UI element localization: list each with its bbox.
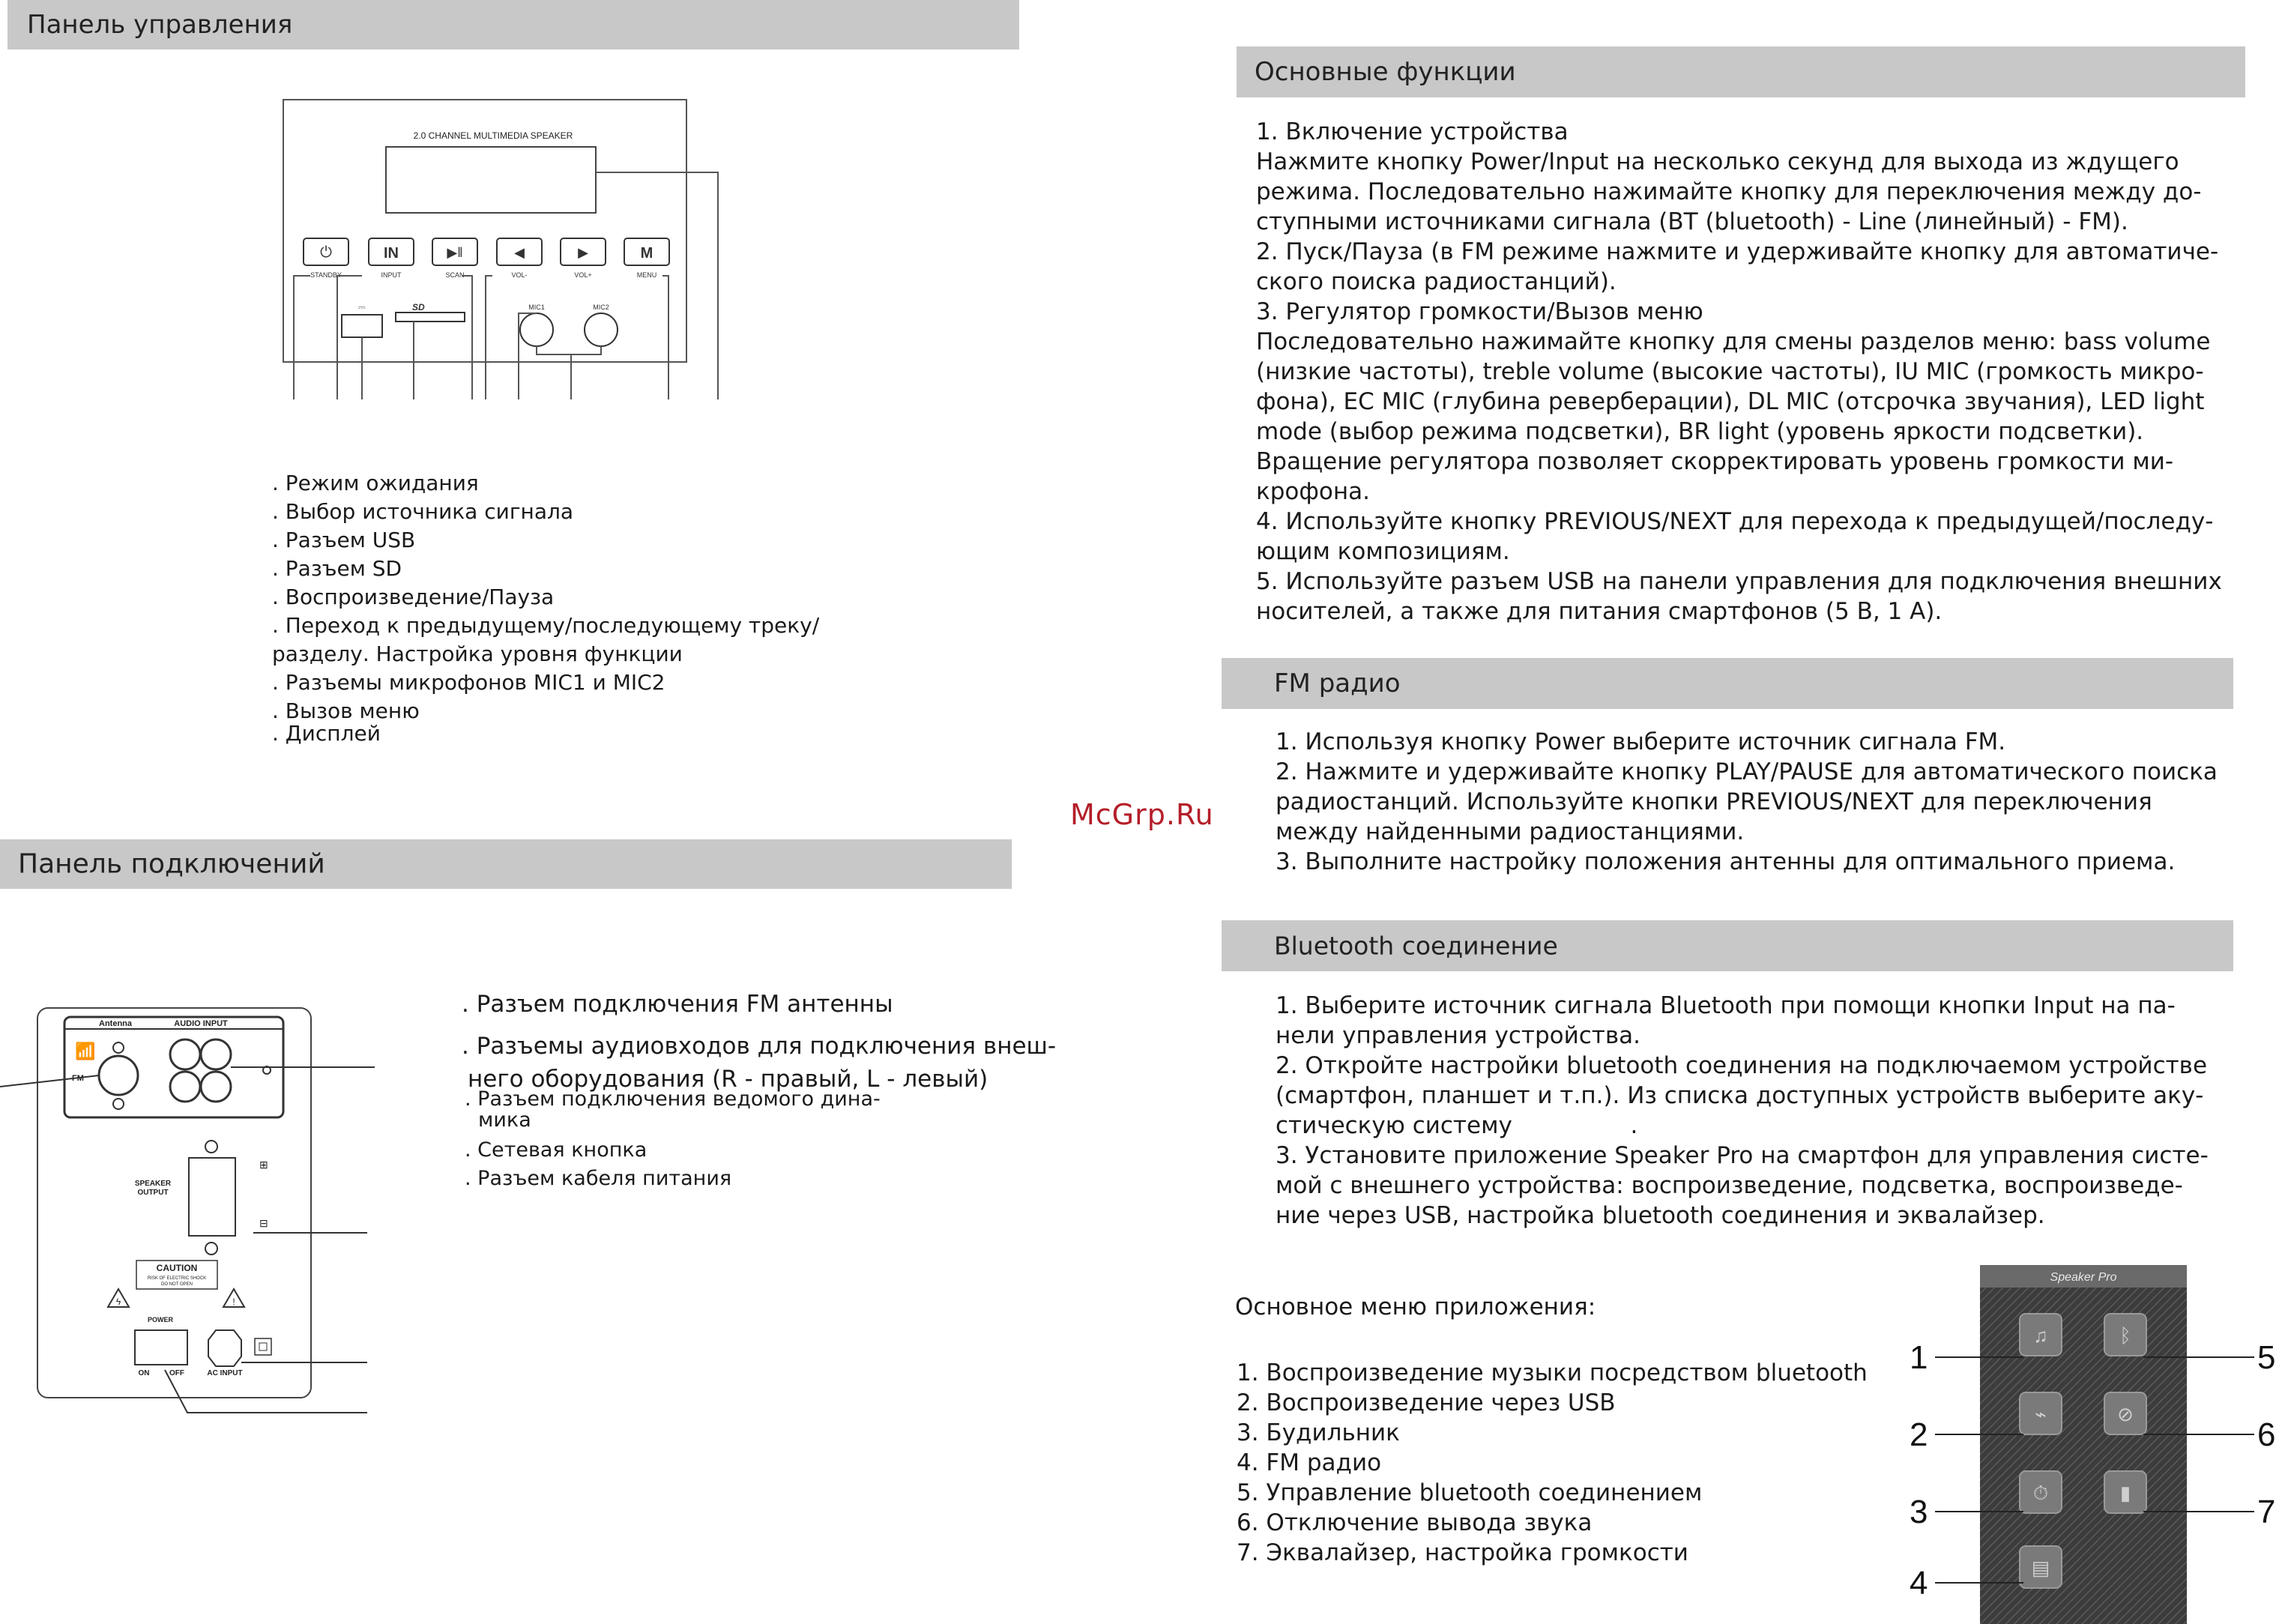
callout-number: 3 bbox=[1910, 1494, 1928, 1530]
legend-line: . Режим ожидания bbox=[272, 471, 479, 495]
legend-line: . Вызов меню bbox=[272, 698, 420, 723]
text-line: 1. Включение устройства bbox=[1256, 118, 1569, 145]
fm-antenna-jack bbox=[99, 1056, 138, 1095]
connection-panel-diagram bbox=[0, 997, 375, 1424]
text-line: mode (выбор режима подсветки), BR light (уровень яркости подсветки). bbox=[1256, 418, 2144, 445]
main-functions-title: Основные функции bbox=[1255, 57, 1516, 87]
text-line: носителей, а также для питания смартфонов (5 В, 1 А). bbox=[1256, 598, 1943, 625]
text-line: 2. Нажмите и удерживайте кнопку PLAY/PAUSE для автоматического поиска bbox=[1276, 758, 2218, 785]
legend-line: . Разъем SD bbox=[272, 556, 402, 581]
svg-text:STANDBY: STANDBY bbox=[310, 271, 342, 279]
svg-text:⏱: ⏱ bbox=[2032, 1482, 2049, 1504]
callout-number: 7 bbox=[2257, 1494, 2276, 1530]
app-menu-item: 5. Управление bluetooth соединением bbox=[1237, 1479, 1703, 1506]
svg-text:AC INPUT: AC INPUT bbox=[207, 1369, 243, 1377]
power-switch bbox=[135, 1330, 187, 1365]
svg-text:⌁: ⌁ bbox=[2035, 1403, 2047, 1425]
audio-in-jack bbox=[201, 1039, 231, 1069]
text-line: режима. Последовательно нажимайте кнопку для переключения между до- bbox=[1256, 178, 2202, 205]
connection-legend-large bbox=[462, 988, 1056, 1096]
callout-number: 1 bbox=[1910, 1339, 1928, 1376]
audio-in-jack bbox=[170, 1072, 200, 1102]
text-line: ступными источниками сигнала (BT (bluetooth) - Line (линейный) - FM). bbox=[1256, 208, 2128, 235]
input-button bbox=[369, 238, 414, 265]
text-line: 3. Выполните настройку положения антенны для оптимального приема. bbox=[1276, 848, 2176, 875]
text-line: Нажмите кнопку Power/Input на несколько секунд для выхода из ждущего bbox=[1256, 148, 2179, 175]
text-line: 3. Установите приложение Speaker Pro на смартфон для управления систе- bbox=[1276, 1142, 2209, 1169]
sd-slot bbox=[396, 313, 465, 322]
app-menu-item: 4. FM радио bbox=[1237, 1449, 1382, 1476]
scan-button bbox=[432, 238, 477, 265]
connection-legend-small bbox=[465, 1088, 881, 1196]
svg-text:▮: ▮ bbox=[2119, 1482, 2131, 1504]
fm-radio-header bbox=[1222, 658, 2233, 709]
svg-text:♫: ♫ bbox=[2033, 1324, 2048, 1347]
control-panel-legend bbox=[272, 469, 819, 748]
control-panel-header bbox=[7, 0, 1019, 49]
standby-button bbox=[304, 238, 348, 265]
text-line: 2. Пуск/Пауза (в FM режиме нажмите и удерживайте кнопку для автоматиче- bbox=[1256, 238, 2219, 265]
svg-text:◀: ◀ bbox=[514, 245, 525, 260]
svg-text:MIC2: MIC2 bbox=[593, 304, 609, 311]
text-line: 3. Регулятор громкости/Вызов меню bbox=[1256, 298, 1703, 325]
bluetooth-text bbox=[1276, 991, 2209, 1231]
text-line: Последовательно нажимайте кнопку для смены разделов меню: bass volume bbox=[1256, 328, 2211, 355]
svg-text:!: ! bbox=[232, 1297, 235, 1307]
app-menu-item: 3. Будильник bbox=[1237, 1419, 1400, 1446]
svg-text:VOL+: VOL+ bbox=[574, 271, 592, 279]
svg-text:OFF: OFF bbox=[169, 1369, 184, 1377]
fm-radio-title: FM радио bbox=[1274, 668, 1401, 698]
mic2-jack bbox=[585, 313, 618, 346]
display-callout bbox=[596, 172, 718, 399]
svg-text:⊞: ⊞ bbox=[259, 1159, 268, 1171]
svg-text:M: M bbox=[640, 245, 653, 262]
watermark: McGrp.Ru bbox=[1070, 798, 1214, 831]
text-line: (смартфон, планшет и т.п.). Из списка доступных устройств выберите аку- bbox=[1276, 1082, 2204, 1109]
callout-number: 2 bbox=[1910, 1416, 1928, 1453]
app-menu-item: 2. Воспроизведение через USB bbox=[1237, 1389, 1616, 1416]
callout-number: 5 bbox=[2257, 1339, 2276, 1376]
main-functions-text bbox=[1256, 117, 2222, 627]
bluetooth-header bbox=[1222, 920, 2233, 971]
app-menu-item: 1. Воспроизведение музыки посредством bluetooth bbox=[1237, 1359, 1868, 1386]
text-line: 2. Откройте настройки bluetooth соединения на подключаемом устройстве bbox=[1276, 1052, 2208, 1079]
button-labels bbox=[310, 271, 656, 279]
sd-icon: SD bbox=[412, 302, 425, 313]
svg-text:DO NOT OPEN: DO NOT OPEN bbox=[161, 1282, 193, 1287]
speaker-pro-app-screen bbox=[1904, 1259, 2278, 1624]
text-line: (низкие частоты), treble volume (высокие частоты), IU MIC (громкость микро- bbox=[1256, 358, 2204, 385]
vol-minus-button bbox=[497, 238, 542, 265]
text-line: ющим композициям. bbox=[1256, 538, 1510, 565]
svg-text:SPEAKER: SPEAKER bbox=[134, 1180, 172, 1188]
usb-port bbox=[342, 315, 382, 337]
app-name: Speaker Pro bbox=[2050, 1271, 2117, 1284]
svg-text:▶: ▶ bbox=[578, 245, 588, 260]
svg-text:ϟ: ϟ bbox=[115, 1297, 121, 1307]
connection-panel-title: Панель подключений bbox=[18, 848, 325, 880]
legend-line: разделу. Настройка уровня функции bbox=[272, 642, 683, 666]
usb-icon: ⎓ bbox=[358, 302, 366, 313]
legend-line: . Разъем подключения ведомого дина- bbox=[465, 1087, 881, 1111]
svg-text:INPUT: INPUT bbox=[381, 271, 402, 279]
text-line: 4. Используйте кнопку PREVIOUS/NEXT для перехода к предыдущей/последу- bbox=[1256, 508, 2214, 535]
connection-panel-header bbox=[0, 839, 1012, 889]
svg-text:⊘: ⊘ bbox=[2117, 1403, 2134, 1425]
legend-line: . Воспроизведение/Пауза bbox=[272, 585, 555, 609]
svg-text:⊟: ⊟ bbox=[259, 1217, 268, 1229]
svg-text:MENU: MENU bbox=[636, 271, 657, 279]
svg-text:IN: IN bbox=[384, 245, 399, 262]
app-menu-title: Основное меню приложения: bbox=[1235, 1294, 1596, 1320]
legend-line: . Разъемы аудиовходов для подключения внеш- bbox=[462, 1033, 1057, 1060]
svg-text:CAUTION: CAUTION bbox=[156, 1263, 198, 1273]
app-menu-item: 6. Отключение вывода звука bbox=[1237, 1509, 1593, 1536]
text-line: 1. Выберите источник сигнала Bluetooth при помощи кнопки Input на па- bbox=[1276, 992, 2176, 1019]
legend-line: . Выбор источника сигнала bbox=[272, 499, 574, 524]
text-line: стическую систему . bbox=[1276, 1112, 1638, 1139]
text-line: между найденными радиостанциями. bbox=[1276, 818, 1745, 845]
text-line: Вращение регулятора позволяет скорректировать уровень громкости ми- bbox=[1256, 448, 2174, 475]
text-line: нели управления устройства. bbox=[1276, 1022, 1640, 1049]
callout-number: 4 bbox=[1910, 1565, 1928, 1602]
speaker-output-port bbox=[189, 1158, 235, 1236]
text-line: радиостанций. Используйте кнопки PREVIOUS/NEXT для переключения bbox=[1276, 788, 2152, 815]
fm-radio-text bbox=[1276, 727, 2218, 877]
svg-text:ᛒ: ᛒ bbox=[2119, 1324, 2131, 1347]
svg-text:OUTPUT: OUTPUT bbox=[137, 1189, 169, 1197]
app-menu-list bbox=[1237, 1358, 1868, 1568]
app-menu-item: 7. Эквалайзер, настройка громкости bbox=[1237, 1539, 1688, 1566]
legend-line: . Переход к предыдущему/последующему треку/ bbox=[272, 613, 820, 638]
mic1-jack bbox=[520, 313, 553, 346]
svg-text:SCAN: SCAN bbox=[445, 271, 465, 279]
main-functions-header bbox=[1237, 46, 2245, 97]
legend-line: него оборудования (R - правый, L - левый) bbox=[468, 1066, 988, 1093]
display-window bbox=[386, 147, 596, 213]
audio-in-jack bbox=[201, 1072, 231, 1102]
svg-text:▤: ▤ bbox=[2031, 1557, 2050, 1579]
control-panel-title: Панель управления bbox=[27, 10, 293, 40]
legend-line: . Сетевая кнопка bbox=[465, 1138, 648, 1162]
text-line: фона), EC MIC (глубина реверберации), DL MIC (отсрочка звучания), LED light bbox=[1256, 388, 2205, 415]
text-line: ского поиска радиостанций). bbox=[1256, 268, 1617, 295]
legend-line: . Разъем кабеля питания bbox=[465, 1167, 732, 1190]
text-line: 1. Используя кнопку Power выберите источник сигнала FM. bbox=[1276, 728, 2006, 755]
svg-text:AUDIO INPUT: AUDIO INPUT bbox=[174, 1019, 228, 1028]
svg-text:RISK OF ELECTRIC SHOCK: RISK OF ELECTRIC SHOCK bbox=[147, 1276, 207, 1281]
audio-in-jack bbox=[170, 1039, 200, 1069]
text-line: 5. Используйте разъем USB на панели управления для подключения внешних bbox=[1256, 568, 2222, 595]
svg-text:⏻: ⏻ bbox=[320, 244, 332, 261]
bluetooth-title: Bluetooth соединение bbox=[1274, 931, 1558, 961]
svg-text:POWER: POWER bbox=[147, 1316, 174, 1323]
svg-text:▶‖: ▶‖ bbox=[447, 245, 463, 260]
text-line: мой с внешнего устройства: воспроизведение, подсветка, воспроизведе- bbox=[1276, 1172, 2183, 1199]
svg-text:ON: ON bbox=[138, 1369, 150, 1377]
antenna-icon: 📶 bbox=[75, 1042, 96, 1060]
text-line: ние через USB, настройка bluetooth соединения и эквалайзер. bbox=[1276, 1202, 2045, 1229]
svg-text:FM: FM bbox=[72, 1074, 84, 1083]
callout-number: 6 bbox=[2257, 1416, 2276, 1453]
svg-text:VOL-: VOL- bbox=[511, 271, 528, 279]
text-line: крофона. bbox=[1256, 478, 1370, 505]
legend-line: . Дисплей bbox=[272, 721, 381, 746]
svg-text:Antenna: Antenna bbox=[99, 1019, 132, 1028]
device-label: 2.0 CHANNEL MULTIMEDIA SPEAKER bbox=[413, 130, 573, 141]
legend-line: мика bbox=[478, 1108, 531, 1132]
legend-line: . Разъем USB bbox=[272, 528, 416, 552]
vol-plus-button bbox=[561, 238, 606, 265]
menu-button bbox=[624, 238, 669, 265]
control-buttons bbox=[304, 238, 669, 265]
legend-line: . Разъем подключения FM антенны bbox=[462, 991, 893, 1018]
legend-line: . Разъемы микрофонов MIC1 и MIC2 bbox=[272, 670, 665, 695]
svg-text:MIC1: MIC1 bbox=[528, 304, 545, 311]
control-panel-diagram bbox=[277, 96, 727, 403]
ac-input-socket bbox=[208, 1330, 241, 1366]
